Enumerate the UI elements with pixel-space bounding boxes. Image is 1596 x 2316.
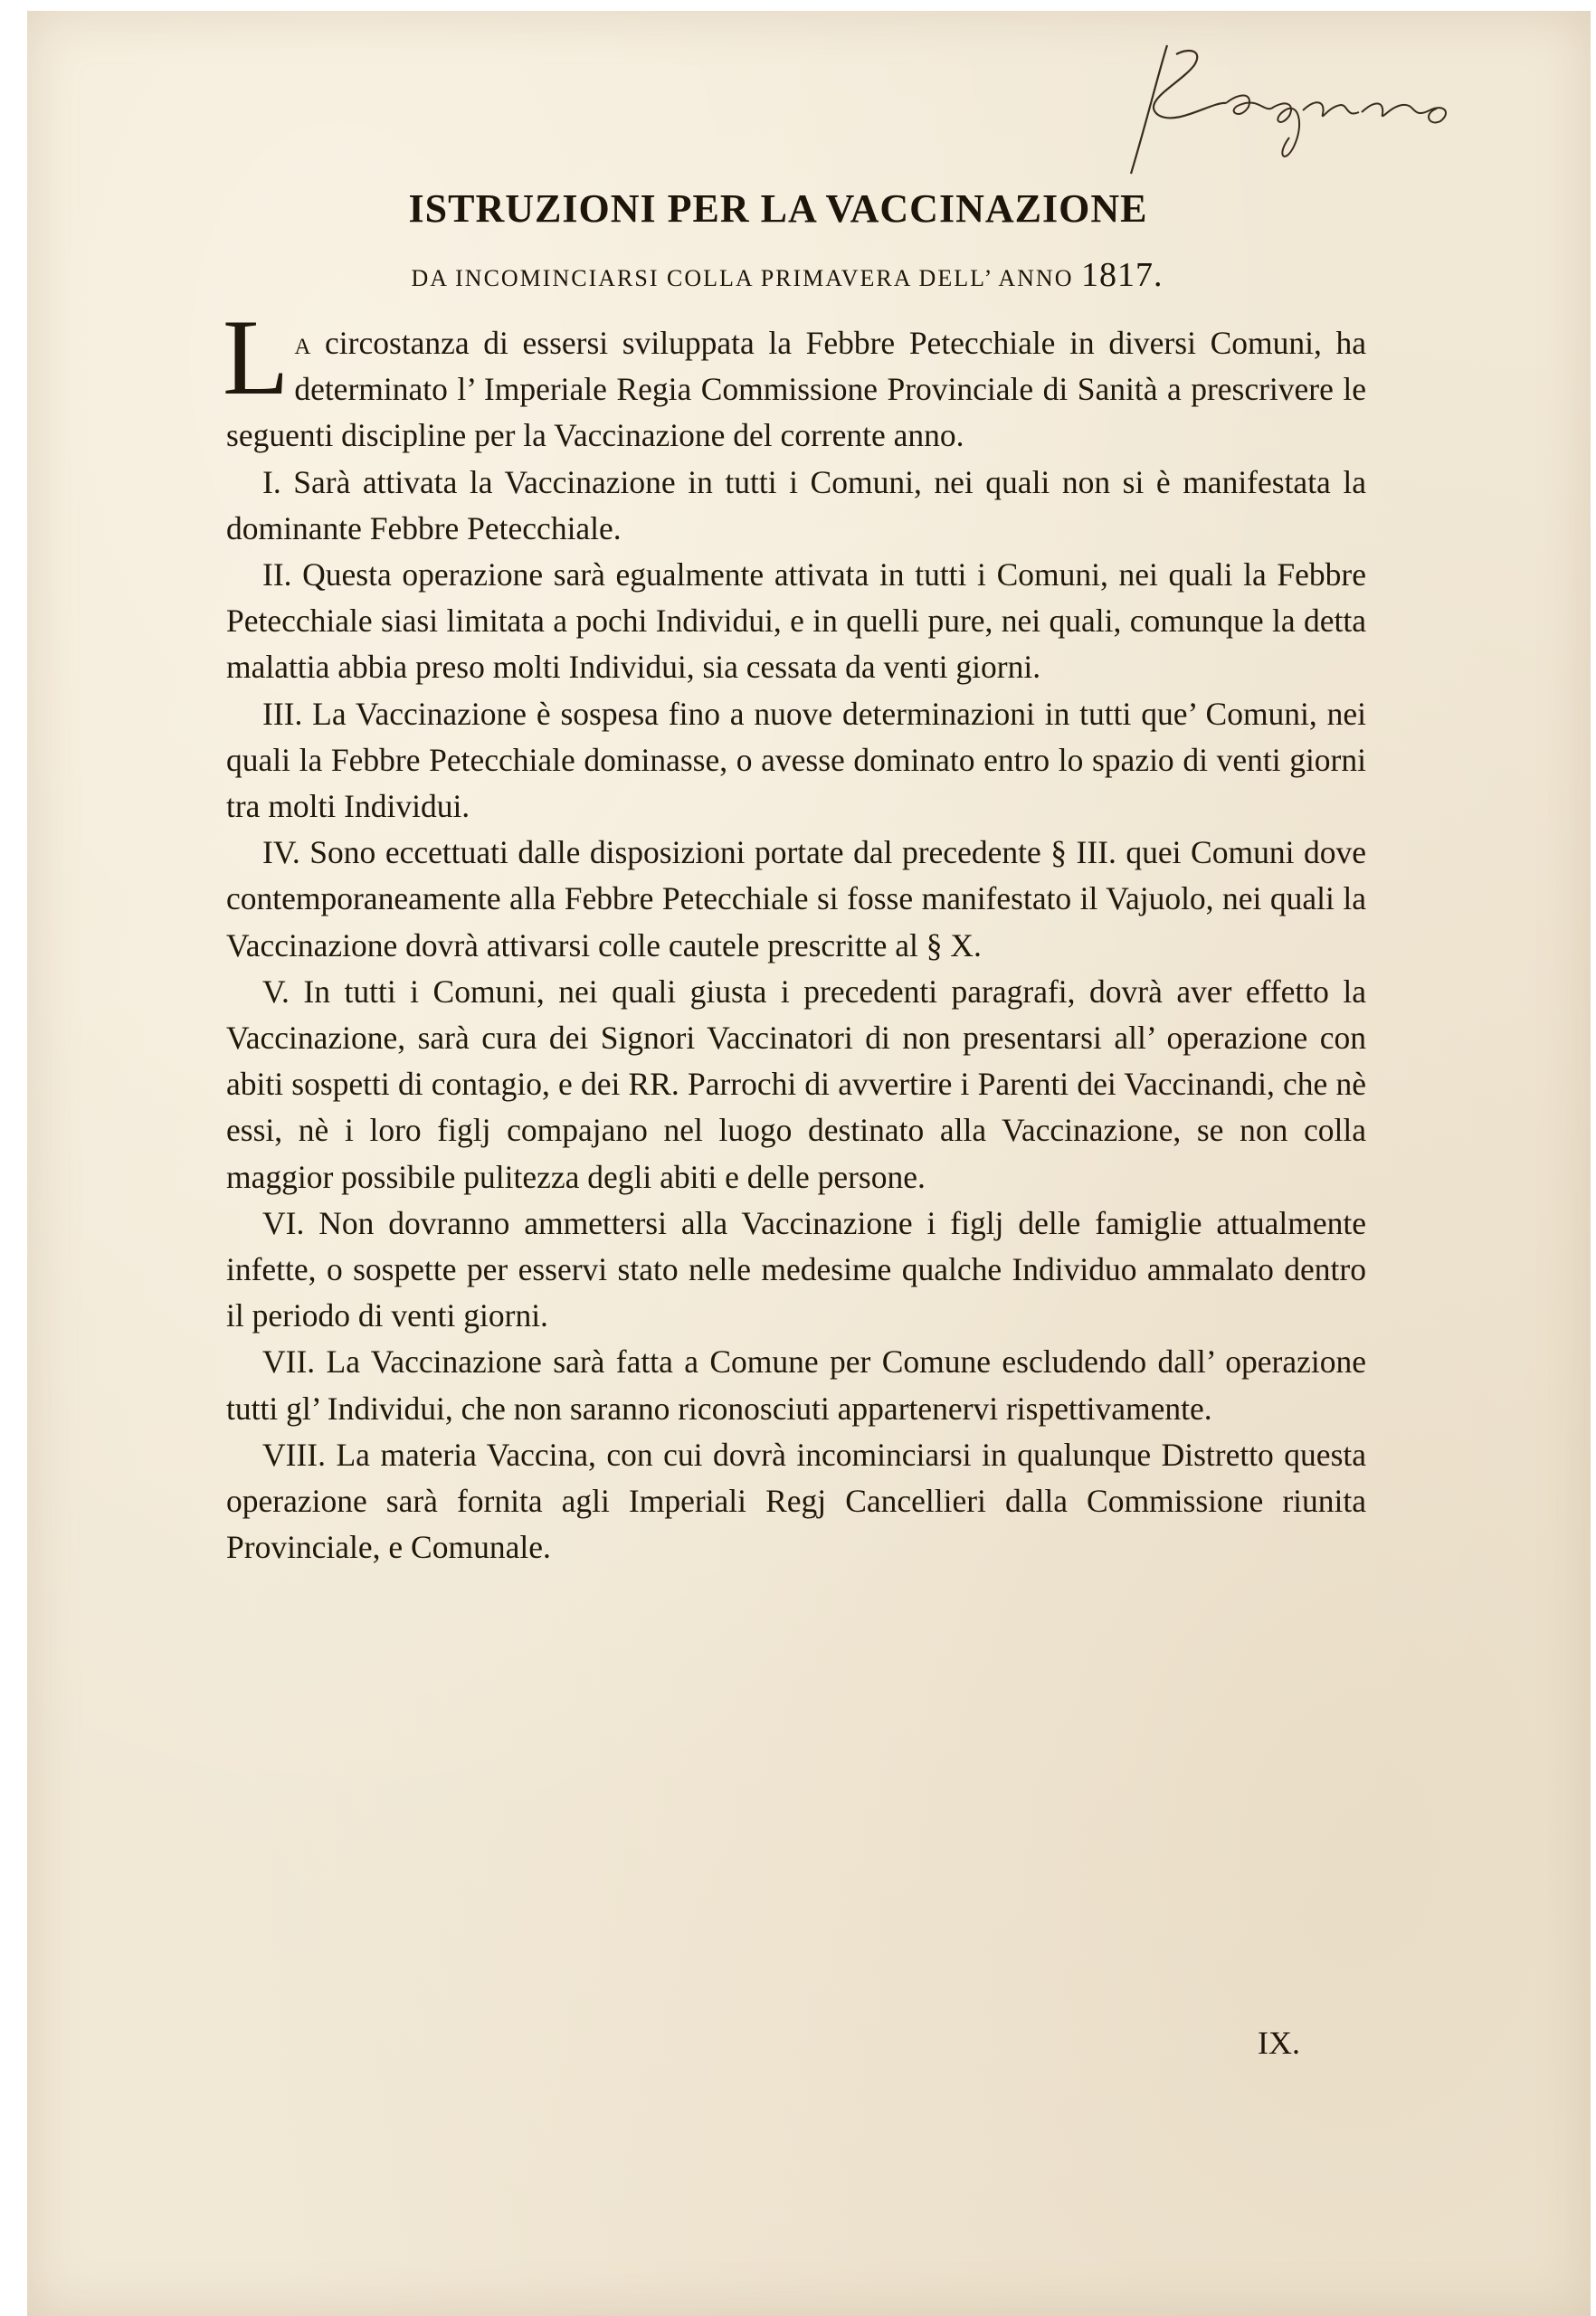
document-title: ISTRUZIONI PER LA VACCINAZIONE: [408, 186, 1148, 231]
paragraph-i: I. Sarà attivata la Vaccinazione in tutti i Comuni, nei quali non si è manifestata la dominante Febbre Petecchiale.: [226, 463, 1366, 546]
paragraph-vi: VI. Non dovranno ammettersi alla Vaccinazione i figlj delle famiglie attualmente infette, o sospette per esservi stato nelle medesime qualche Individuo ammalato dentro il periodo di venti giorni.: [226, 1204, 1366, 1334]
paragraph-iv: IV. Sono eccettuati dalle disposizioni portate dal precedente § III. quei Comuni dove contemporaneamente alla Febbre Petecchiale si fosse manifestato il Vajuolo, nei quali la Vaccinazione dovrà attivarsi colle cautele prescritte al § X.: [226, 834, 1366, 963]
document-subtitle: [335, 255, 1240, 295]
paragraph-viii: VIII. La materia Vaccina, con cui dovrà incominciarsi in qualunque Distretto questa operazione sarà fornita agli Imperiali Regj Cancellieri dalla Commissione riunita Provinciale, e Comunale.: [226, 1436, 1366, 1566]
paragraph-iii: III. La Vaccinazione è sospesa fino a nuove determinazioni in tutti que’ Comuni, nei quali la Febbre Petecchiale dominasse, o avesse dominato entro lo spazio di venti giorni tra molti Individui.: [226, 695, 1366, 825]
intro-paragraph: [223, 297, 1366, 460]
intro-lead: a: [294, 325, 311, 361]
signature-ink: [1104, 38, 1466, 183]
handwritten-signature: [1104, 38, 1466, 183]
catchword: IX.: [1258, 2025, 1300, 2061]
subtitle-text: DA INCOMINCIARSI COLLA PRIMAVERA DELL’ ANNO: [411, 265, 1074, 291]
intro-text: circostanza di essersi sviluppata la Febbre Petecchiale in diversi Comuni, ha determinato l’ Imperiale Regia Commissione Provinciale di Sanità a prescrivere le seguenti discipline per la Vaccinazione del corrente anno.: [226, 325, 1366, 454]
document-body: [223, 297, 1366, 1571]
document-page: [27, 11, 1591, 2316]
paragraph-v: V. In tutti i Comuni, nei quali giusta i precedenti paragrafi, dovrà aver effetto la Vaccinazione, sarà cura dei Signori Vaccinatori di non presentarsi all’ operazione con abiti sospetti di contagio, e dei RR. Parrochi di avvertire i Parenti dei Vaccinandi, che nè essi, nè i loro figlj compajano nel luogo destinato alla Vaccinazione, se non colla maggior possibile pulitezza degli abiti e delle persone.: [226, 973, 1366, 1195]
subtitle-year: 1817.: [1080, 256, 1164, 294]
drop-cap: L: [223, 297, 290, 417]
paragraph-vii: VII. La Vaccinazione sarà fatta a Comune per Comune escludendo dall’ operazione tutti gl’ Individui, che non saranno riconosciuti appartenervi rispettivamente.: [226, 1343, 1366, 1427]
paragraph-ii: II. Questa operazione sarà egualmente attivata in tutti i Comuni, nei quali la Febbre Petecchiale siasi limitata a pochi Individui, e in quelli pure, nei quali, comunque la detta malattia abbia preso molti Individui, sia cessata da venti giorni.: [226, 556, 1366, 686]
